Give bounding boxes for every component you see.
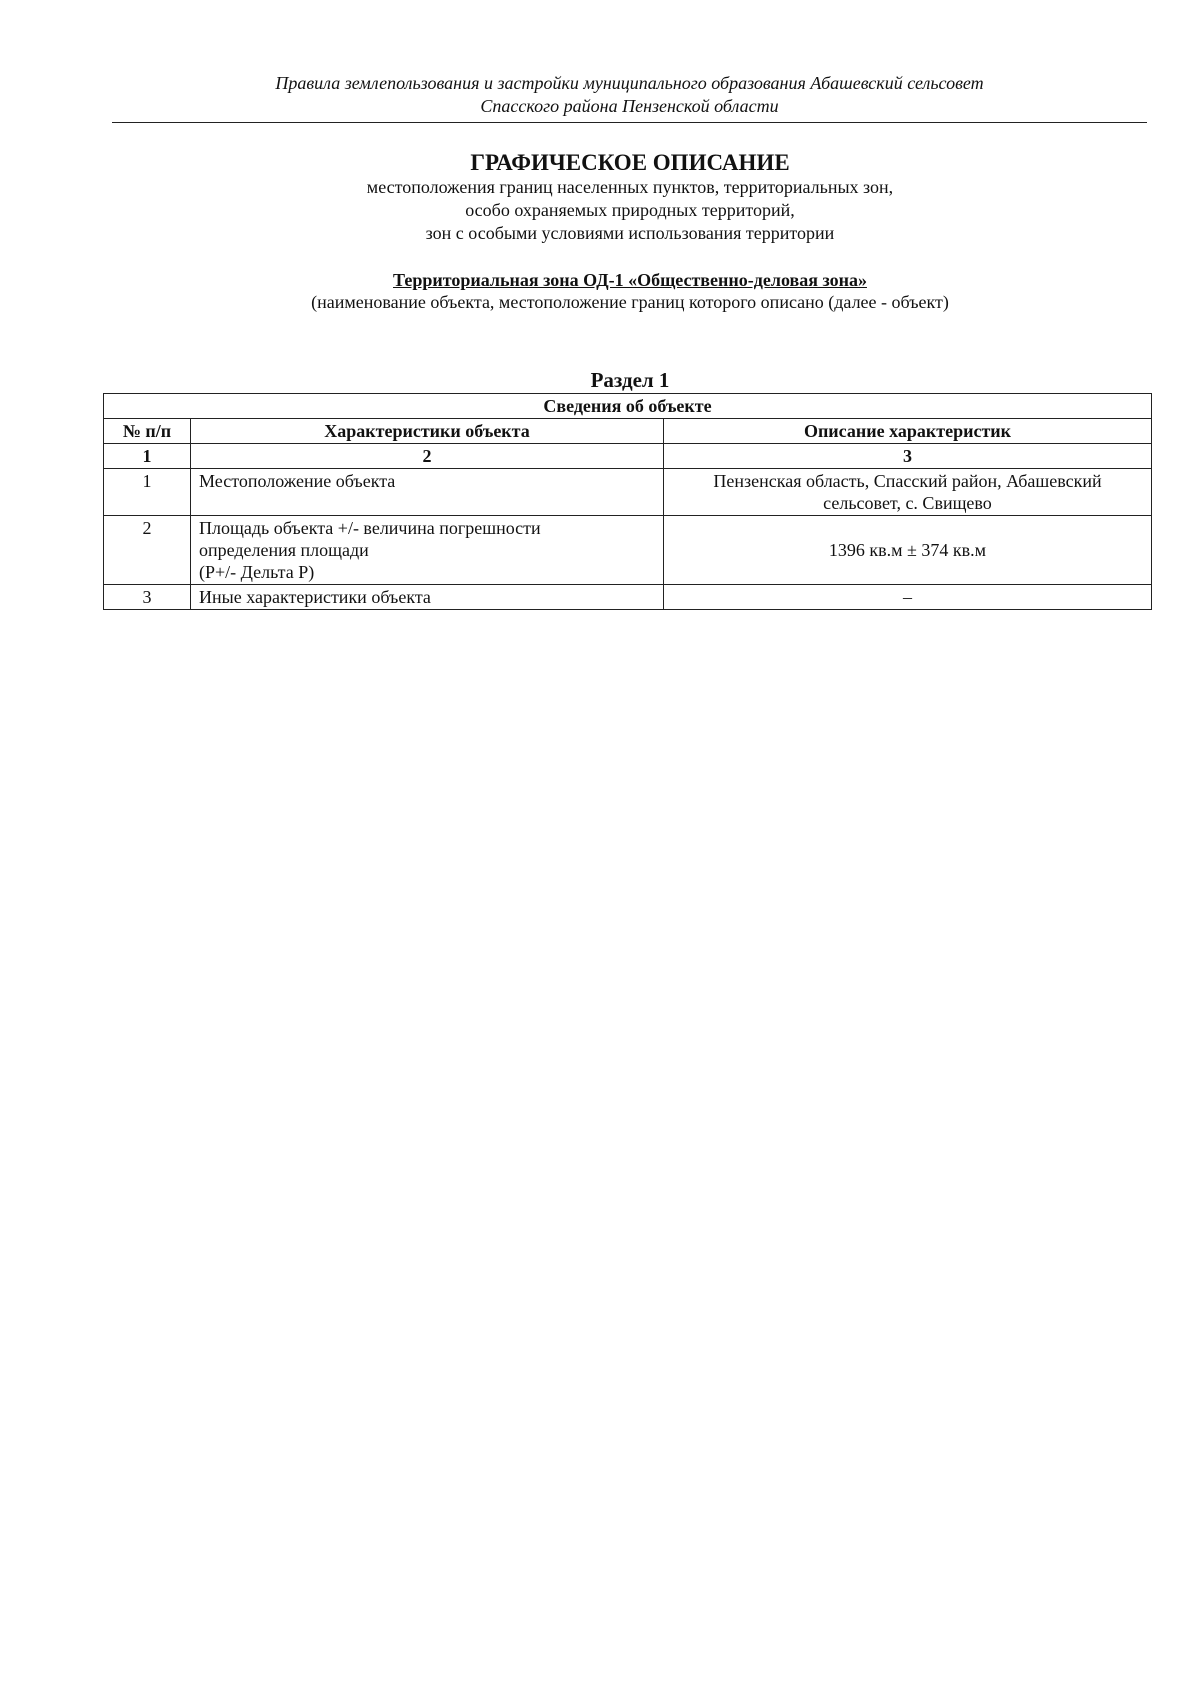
description-line: 1396 кв.м ± 374 кв.м — [828, 540, 987, 560]
document-subtitle — [0, 176, 1200, 245]
description-line: сельсовет, с. Свищево — [823, 493, 992, 513]
subtitle-line-1: местоположения границ населенных пунктов, территориальных зон, — [366, 177, 894, 197]
characteristic-line: Площадь объекта +/- величина погрешности — [199, 518, 541, 538]
characteristic-line: Иные характеристики объекта — [199, 587, 431, 607]
table-row — [104, 469, 1152, 516]
header-description: Описание характеристик — [664, 419, 1152, 444]
row-description — [664, 469, 1152, 516]
row-characteristic — [191, 469, 664, 516]
header-line-2: Спасского района Пензенской области — [480, 96, 779, 116]
document-title: ГРАФИЧЕСКОЕ ОПИСАНИЕ — [470, 150, 790, 175]
table-header-number-row — [104, 444, 1152, 469]
characteristic-line: (Р+/- Дельта Р) — [199, 562, 315, 582]
table-caption: Сведения об объекте — [104, 394, 1152, 419]
row-characteristic — [191, 516, 664, 585]
header-number-2: 2 — [191, 444, 664, 469]
header-num: № п/п — [104, 419, 191, 444]
row-description — [664, 585, 1152, 610]
object-info-table — [103, 393, 1152, 610]
table-header-row — [104, 419, 1152, 444]
row-description — [664, 516, 1152, 585]
header-number-3: 3 — [664, 444, 1152, 469]
description-line: Пензенская область, Спасский район, Абашевский — [713, 471, 1102, 491]
header-line-1: Правила землепользования и застройки муниципального образования Абашевский сельсовет — [275, 73, 984, 93]
zone-caption: (наименование объекта, местоположение границ которого описано (далее - объект) — [311, 292, 949, 312]
section-title: Раздел 1 — [590, 368, 670, 392]
document-header — [112, 72, 1147, 123]
characteristic-line: определения площади — [199, 540, 369, 560]
table-caption-row — [104, 394, 1152, 419]
subtitle-line-2: особо охраняемых природных территорий, — [465, 200, 795, 220]
row-number: 1 — [104, 469, 191, 516]
header-characteristic: Характеристики объекта — [191, 419, 664, 444]
header-number-1: 1 — [104, 444, 191, 469]
description-line: – — [903, 587, 912, 607]
zone-name: Территориальная зона ОД-1 «Общественно-деловая зона» — [393, 270, 867, 290]
table-row — [104, 516, 1152, 585]
row-number: 2 — [104, 516, 191, 585]
subtitle-line-3: зон с особыми условиями использования территории — [425, 223, 835, 243]
characteristic-line: Местоположение объекта — [199, 471, 396, 491]
table-row — [104, 585, 1152, 610]
row-characteristic — [191, 585, 664, 610]
row-number: 3 — [104, 585, 191, 610]
